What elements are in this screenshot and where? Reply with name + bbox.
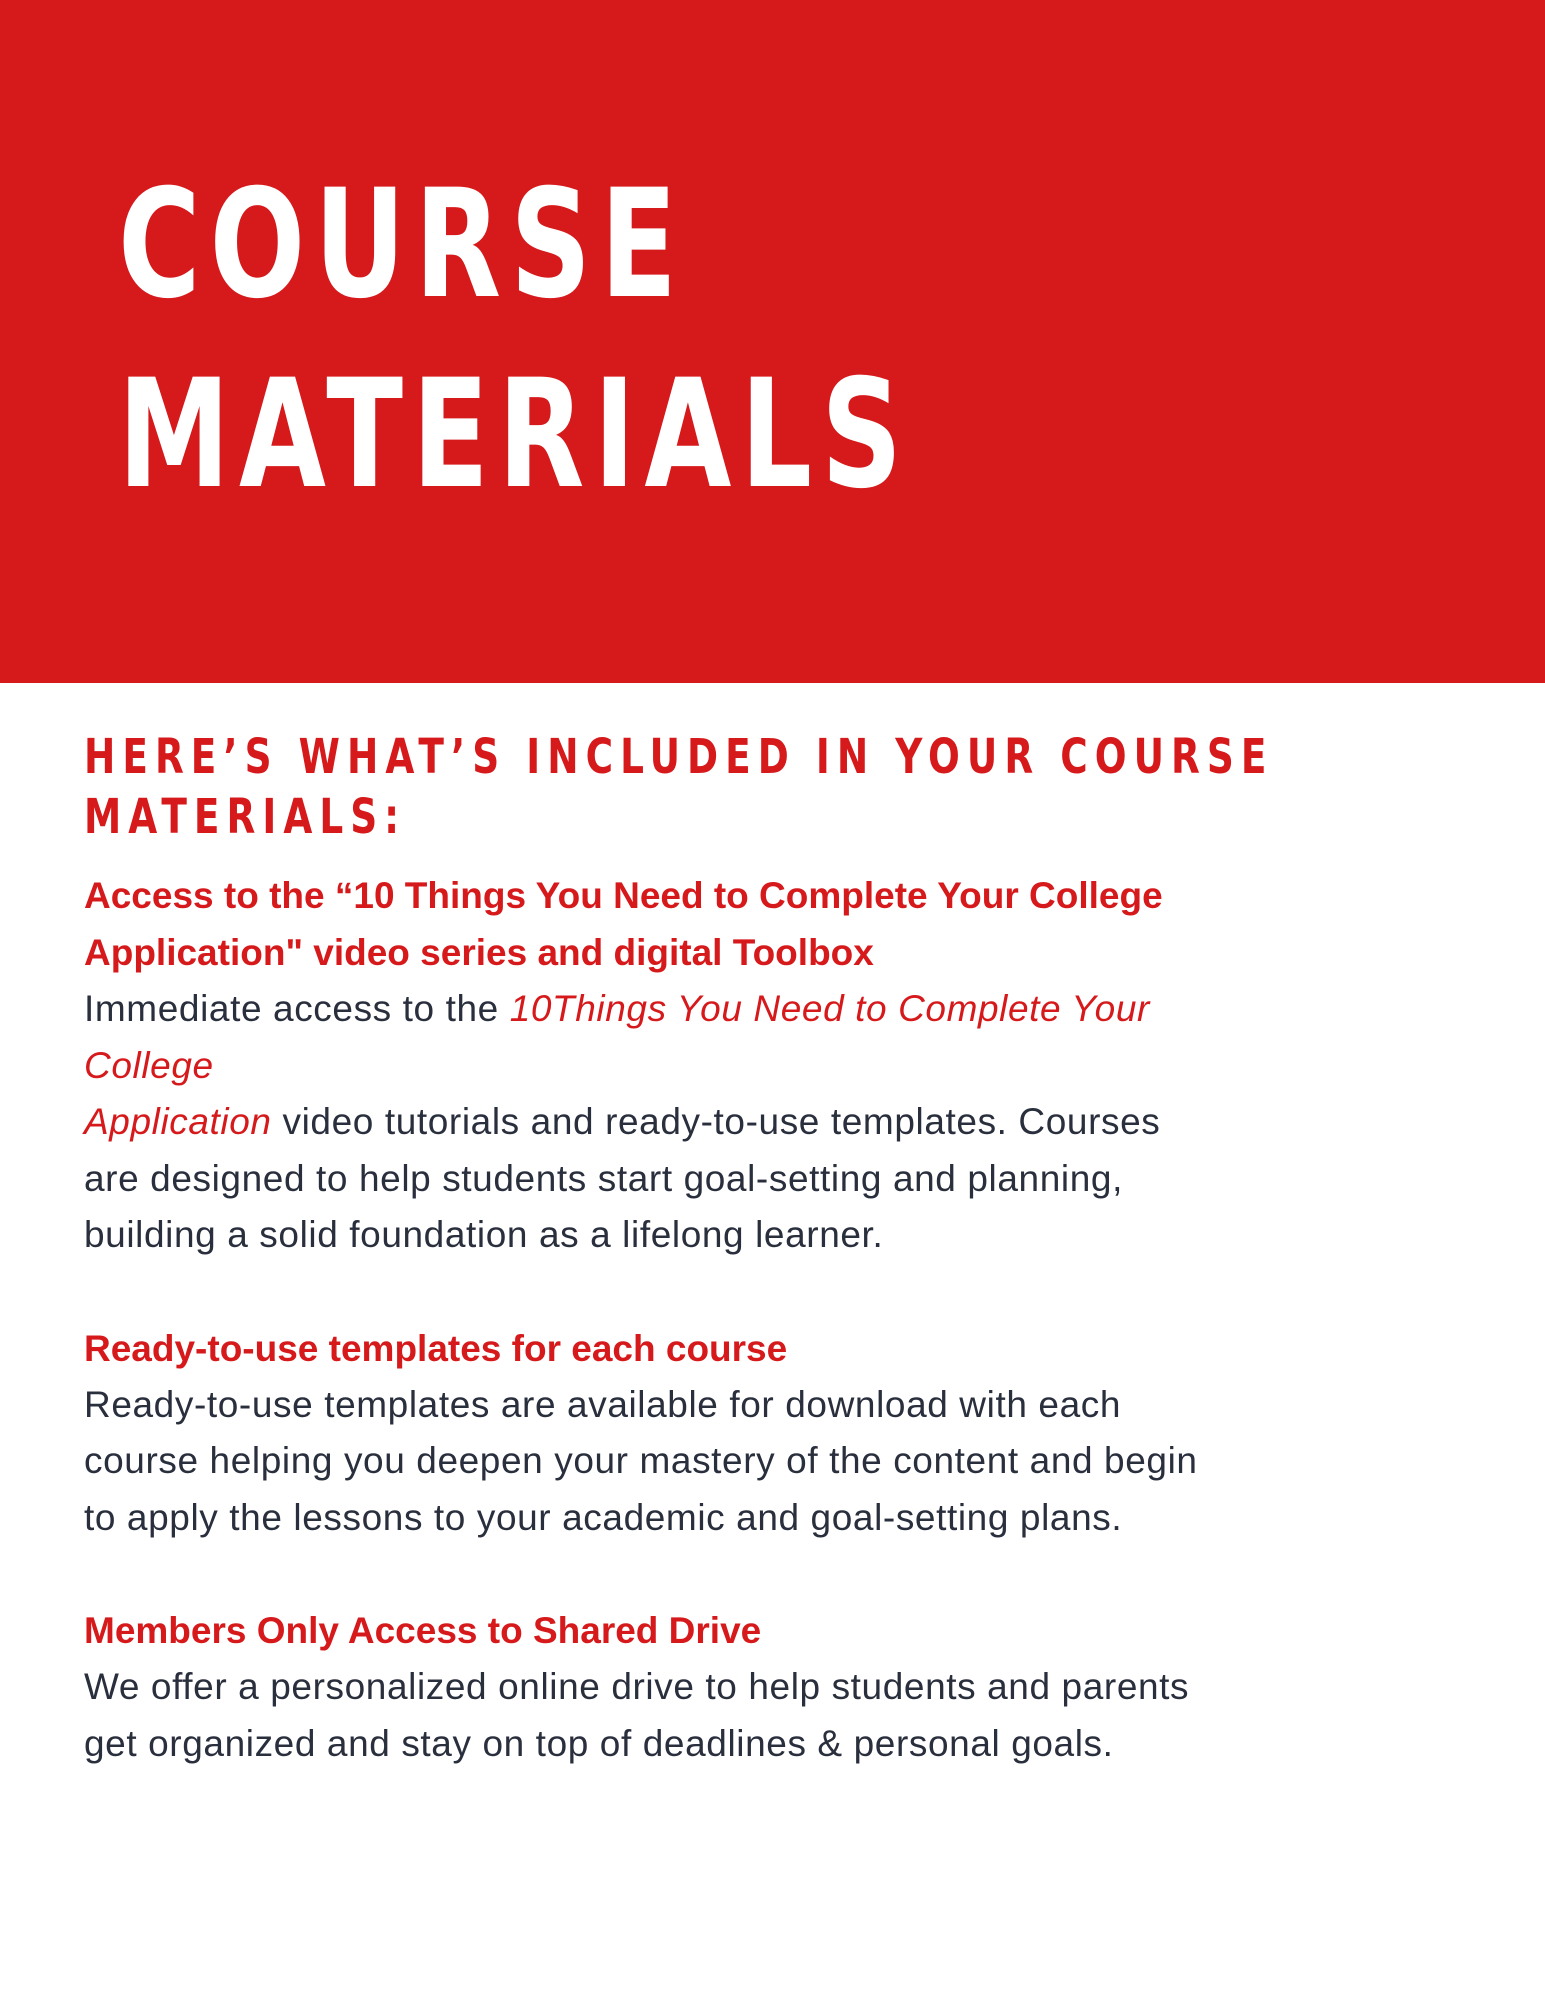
item-description (84, 1659, 1484, 1772)
item-title-line: Application" video series and digital Toolbox (84, 932, 874, 973)
section-heading (84, 727, 1285, 847)
course-name-emphasis: College (84, 1044, 214, 1086)
item-shared-drive (84, 1602, 1484, 1772)
description-line: course helping you deepen your mastery of the content and begin (84, 1440, 1198, 1481)
item-video-series (84, 867, 1484, 1264)
description-line: to apply the lessons to your academic and goal-setting plans. (84, 1496, 1123, 1538)
item-description (84, 981, 1484, 1264)
description-line: Ready-to-use templates are available for download with each (84, 1383, 1122, 1425)
description-line: are designed to help students start goal-setting and planning, (84, 1157, 1123, 1199)
description-line: building a solid foundation as a lifelong learner. (84, 1214, 884, 1255)
description-line: We offer a personalized online drive to help students and parents (84, 1666, 1190, 1707)
page-title (118, 150, 911, 530)
description-line (84, 981, 1484, 1038)
page-title-line-1: COURSE (118, 158, 687, 332)
page-title-line-2: MATERIALS (118, 348, 912, 522)
header-banner (0, 0, 1545, 683)
description-line (84, 1094, 1484, 1151)
item-title (84, 1602, 1484, 1659)
section-heading-line-2: MATERIALS: (84, 789, 407, 845)
item-templates (84, 1320, 1484, 1547)
section-heading-line-1: HERE’S WHAT’S INCLUDED IN YOUR COURSE (84, 729, 1274, 785)
item-title (84, 1320, 1484, 1377)
description-line: get organized and stay on top of deadlines & personal goals. (84, 1722, 1114, 1764)
item-title-line: Ready-to-use templates for each course (84, 1327, 788, 1369)
item-title-line: Access to the “10 Things You Need to Complete Your College (84, 875, 1163, 916)
course-name-emphasis: Application (84, 1101, 272, 1142)
course-name-emphasis: 10Things You Need to Complete Your (509, 988, 1150, 1029)
item-description (84, 1377, 1484, 1547)
item-title-line: Members Only Access to Shared Drive (84, 1610, 762, 1651)
item-title (84, 867, 1484, 981)
description-text: video tutorials and ready-to-use templates. Courses (271, 1101, 1161, 1142)
description-line (84, 1038, 1484, 1095)
content-area (84, 727, 1484, 1772)
description-text: Immediate access to the (84, 988, 510, 1029)
